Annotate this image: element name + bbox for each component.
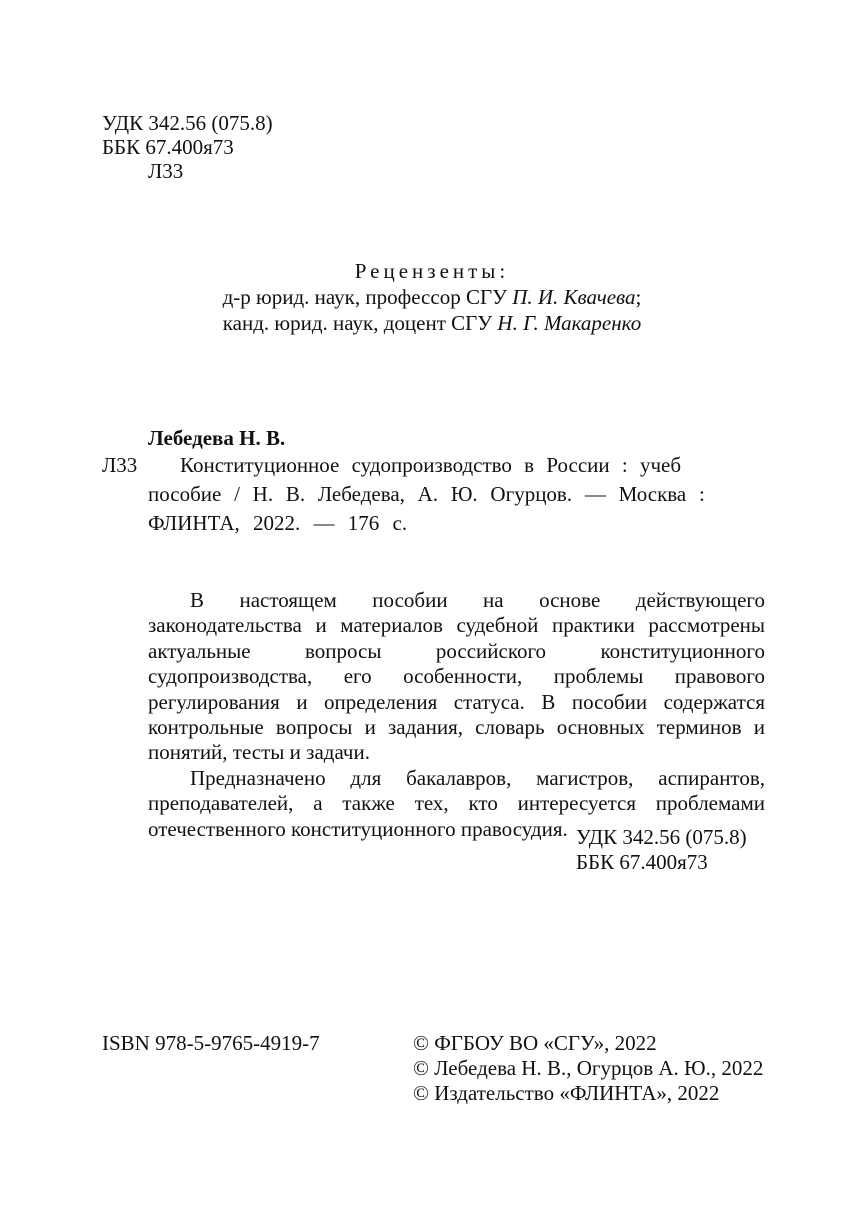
reviewer-1 [150,284,714,310]
reviewers-title: Рецензенты: [354,259,510,283]
copyright-line: © ФГБОУ ВО «СГУ», 2022 [413,1031,657,1055]
reviewers-block [150,258,714,336]
reviewer-1-degree: д-р юрид. наук, профессор СГУ [222,285,513,309]
author-mark: Л33 [148,159,184,183]
record-line-2: пособие / Н. В. Лебедева, А. Ю. Огурцов. — Москва : [148,482,705,506]
annotation-block [148,588,765,842]
bbk-code-right: ББК 67.400я73 [576,850,708,874]
record-mark: Л33 [102,453,138,477]
record-line-3: ФЛИНТА, 2022. — 176 с. [148,511,408,535]
copyright-line: © Издательство «ФЛИНТА», 2022 [413,1081,720,1105]
record-line-1: Конституционное судопроизводство в России : учеб [180,453,682,477]
reviewer-1-suffix: ; [635,285,642,309]
reviewer-2-name: Н. Г. Макаренко [497,311,642,335]
reviewer-2 [150,310,714,336]
annotation-paragraph-2: Предназначено для бакалавров, магистров, аспирантов, преподавателей, а также тех, кто интересуется проблемами отечественного конституционного правосудия. [148,765,765,841]
reviewer-2-degree: канд. юрид. наук, доцент СГУ [222,311,498,335]
udk-code-right: УДК 342.56 (075.8) [576,825,747,849]
udk-code: УДК 342.56 (075.8) [102,111,273,135]
copyright-line: © Лебедева Н. В., Огурцов А. Ю., 2022 [413,1056,764,1080]
bbk-code: ББК 67.400я73 [102,135,234,159]
reviewer-1-name: П. И. Квачева [512,285,636,309]
isbn: ISBN 978-5-9765-4919-7 [102,1031,320,1055]
record-author: Лебедева Н. В. [148,426,286,450]
annotation-paragraph-1: В настоящем пособии на основе действующего законодательства и материалов судебной практики рассмотрены актуальные вопросы российского конституционного судопроизводства, его особенности, проблемы правового регулирования и определения статуса. В пособии содержатся контрольные вопросы и задания, словарь основных терминов и понятий, тесты и задачи. [148,588,765,765]
